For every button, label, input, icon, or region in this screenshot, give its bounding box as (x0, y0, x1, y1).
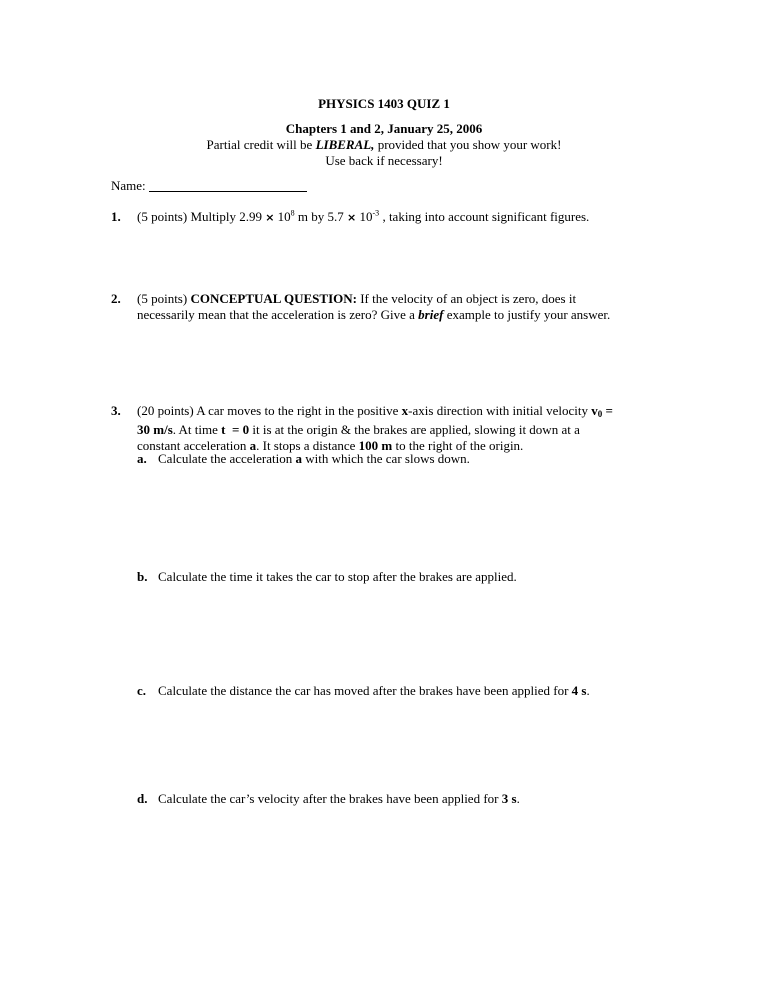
q1-ten: 10 (274, 209, 291, 224)
part-post: . (586, 683, 590, 698)
part-label: a. (137, 451, 147, 466)
q1-ten: 10 (356, 209, 373, 224)
q3-l2a: . At time (172, 422, 222, 437)
part-label: b. (137, 569, 148, 584)
quiz-title: PHYSICS 1403 QUIZ 1 (318, 96, 450, 111)
q2-label: CONCEPTUAL QUESTION: (190, 291, 357, 306)
credit-note (0, 137, 768, 153)
q3-l2b: it is at the origin & the brakes are applied, slowing it down at a (249, 422, 580, 437)
part-post: with which the car slows down. (302, 451, 470, 466)
q3-l3b: . It stops a distance (256, 438, 359, 453)
part-bold: a (295, 451, 303, 466)
q3-l3a: constant acceleration (137, 438, 250, 453)
q1-exponent-2: -3 (372, 208, 380, 218)
q3-distance: 100 m (358, 438, 393, 453)
q3-v-subscript: 0 (597, 409, 603, 419)
part-label: d. (137, 791, 148, 806)
credit-note-pre: Partial credit will be (206, 137, 316, 152)
q2-brief: brief (418, 307, 444, 322)
q3-l1a: (20 points) A car moves to the right in the positive (137, 403, 402, 418)
q3-v: v (591, 403, 598, 418)
q3-part-b (137, 569, 517, 585)
part-post: . (516, 791, 520, 806)
q2-line-2 (137, 307, 697, 323)
part-label: c. (137, 683, 147, 698)
part-text: Calculate the car’s velocity after the brakes have been applied for (158, 791, 502, 806)
part-text: Calculate the distance the car has moved after the brakes have been applied for (158, 683, 572, 698)
q2-points: (5 points) (137, 291, 191, 306)
q2-line-1 (137, 291, 697, 307)
credit-note-emphasis: LIBERAL, (315, 137, 375, 152)
q2-text-2a: necessarily mean that the acceleration is zero? Give a (137, 307, 419, 322)
credit-note-post: provided that you show your work! (374, 137, 562, 152)
q3-time-zero: t = 0 (221, 422, 250, 437)
name-blank-line[interactable] (149, 178, 307, 192)
use-back-note: Use back if necessary! (325, 153, 443, 168)
q1-exponent-1: 8 (290, 208, 295, 218)
q3-line-2 (137, 422, 697, 438)
question-1-number: 1. (111, 209, 121, 224)
part-text: Calculate the acceleration (158, 451, 296, 466)
name-label: Name: (111, 178, 146, 193)
q1-post: , taking into account significant figures. (379, 209, 590, 224)
question-2-number: 2. (111, 291, 121, 306)
question-3-text (137, 403, 697, 454)
q3-acc: a (249, 438, 257, 453)
name-field (111, 178, 307, 194)
q3-speed: 30 m/s (137, 422, 173, 437)
question-3-number: 3. (111, 403, 121, 418)
q1-pre: (5 points) Multiply 2.99 (137, 209, 266, 224)
times-symbol: × (347, 211, 357, 224)
part-bold: 3 s (501, 791, 517, 806)
q3-line-1 (137, 403, 697, 422)
times-symbol: × (265, 211, 275, 224)
part-bold: 4 s (571, 683, 587, 698)
q3-part-d (137, 791, 520, 807)
q3-eq: = (602, 403, 613, 418)
q3-l1b: -axis direction with initial velocity (408, 403, 592, 418)
quiz-subtitle: Chapters 1 and 2, January 25, 2006 (285, 121, 483, 136)
q2-text-2b: example to justify your answer. (443, 307, 611, 322)
part-text: Calculate the time it takes the car to stop after the brakes are applied. (158, 569, 517, 584)
q3-part-c (137, 683, 590, 699)
q1-mid: m by 5.7 (294, 209, 348, 224)
q2-text-1: If the velocity of an object is zero, does it (356, 291, 577, 306)
question-1-text (137, 209, 697, 226)
q3-x: x (401, 403, 409, 418)
question-2-text (137, 291, 697, 323)
q3-part-a (137, 451, 470, 467)
q3-l3c: to the right of the origin. (392, 438, 524, 453)
